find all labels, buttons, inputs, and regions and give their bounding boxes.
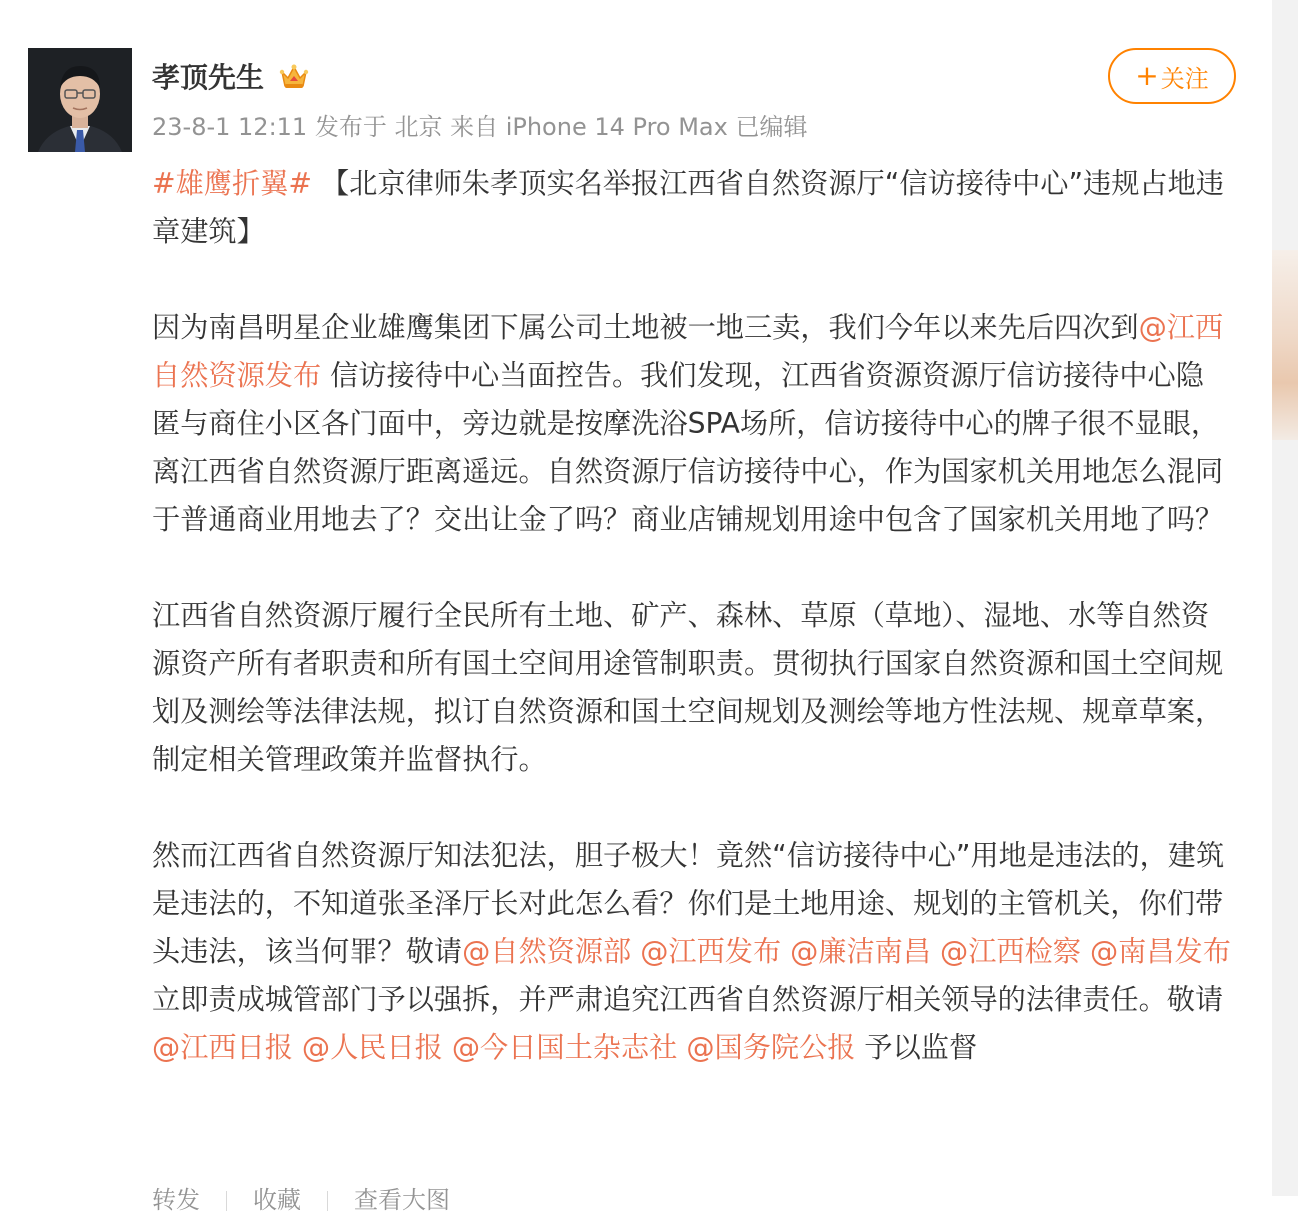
side-panel-thumbnail (1272, 250, 1298, 440)
paragraph-text: 然而江西省自然资源厅知法犯法，胆子极大！竟然“信访接待中心”用地是违法的，建筑是违法的，不知道张圣泽厅长对此怎么看？你们是土地用途、规划的主管机关，你们带头违法，该当何罪？敬请 (152, 839, 1225, 968)
avatar[interactable] (28, 48, 132, 152)
post-meta: 23-8-1 12:11 发布于 北京 来自 iPhone 14 Pro Max 已编辑 (152, 113, 808, 141)
follow-button[interactable] (1108, 48, 1236, 104)
post-paragraph-2 (152, 304, 1232, 544)
mention-link[interactable]: @江西检察 (940, 935, 1081, 968)
plus-icon: + (1135, 59, 1159, 92)
favorite-button[interactable]: 收藏 (253, 1186, 301, 1214)
post-paragraph-1 (152, 160, 1232, 256)
paragraph-text: 立即责成城管部门予以强拆，并严肃追究江西省自然资源厅相关领导的法律责任。敬请 (152, 983, 1224, 1016)
mention-link[interactable]: @国务院公报 (686, 1031, 856, 1064)
paragraph-text: 予以监督 (855, 1031, 978, 1064)
post-paragraph-3: 江西省自然资源厅履行全民所有土地、矿产、森林、草原（草地）、湿地、水等自然资源资产所有者职责和所有国土空间用途管制职责。贯彻执行国家自然资源和国土空间规划及测绘等法律法规，拟订自然资源和国土空间规划及测绘等地方性法规、规章草案，制定相关管理政策并监督执行。 (152, 599, 1224, 776)
mention-link[interactable]: @人民日报 (301, 1031, 443, 1064)
side-panel-strip (1272, 0, 1298, 1196)
avatar-photo-icon (28, 48, 132, 152)
mention-link[interactable]: @江西发布 (640, 935, 782, 968)
divider (226, 1191, 227, 1211)
hashtag-link[interactable]: #雄鹰折翼# (152, 167, 312, 200)
mention-link[interactable]: @今日国土杂志社 (451, 1031, 678, 1064)
mention-link[interactable]: @自然资源部 (462, 935, 632, 968)
username[interactable]: 孝顶先生 (152, 61, 265, 94)
paragraph-text: 因为南昌明星企业雄鹰集团下属公司土地被一地三卖，我们今年以来先后四次到 (152, 311, 1139, 344)
mention-link[interactable]: @廉洁南昌 (790, 935, 932, 968)
post-toolbar (152, 1180, 652, 1214)
mention-link[interactable]: @南昌发布 (1089, 935, 1231, 968)
view-image-button[interactable]: 查看大图 (354, 1186, 450, 1214)
repost-button[interactable]: 转发 (152, 1186, 200, 1214)
follow-label: 关注 (1160, 64, 1209, 93)
crown-icon[interactable] (279, 63, 309, 91)
divider (327, 1191, 328, 1211)
mention-link[interactable]: @江西日报 (152, 1031, 293, 1064)
paragraph-text: 信访接待中心当面控告。我们发现，江西省资源资源厅信访接待中心隐匿与商住小区各门面中，旁边就是按摩洗浴SPA场所，信访接待中心的牌子很不显眼，离江西省自然资源厅距离遥远。自然资源厅信访接待中心，作为国家机关用地怎么混同于普通商业用地去了？交出让金了吗？商业店铺规划用途中包含了国家机关用地了吗？ (152, 359, 1224, 536)
mention-link[interactable]: @江西自然资源发布 (152, 311, 1224, 392)
post-title-text: 【北京律师朱孝顶实名举报江西省自然资源厅“信访接待中心”违规占地违章建筑】 (152, 167, 1224, 248)
post-paragraph-4 (152, 832, 1232, 1072)
post-body (152, 160, 1232, 1072)
